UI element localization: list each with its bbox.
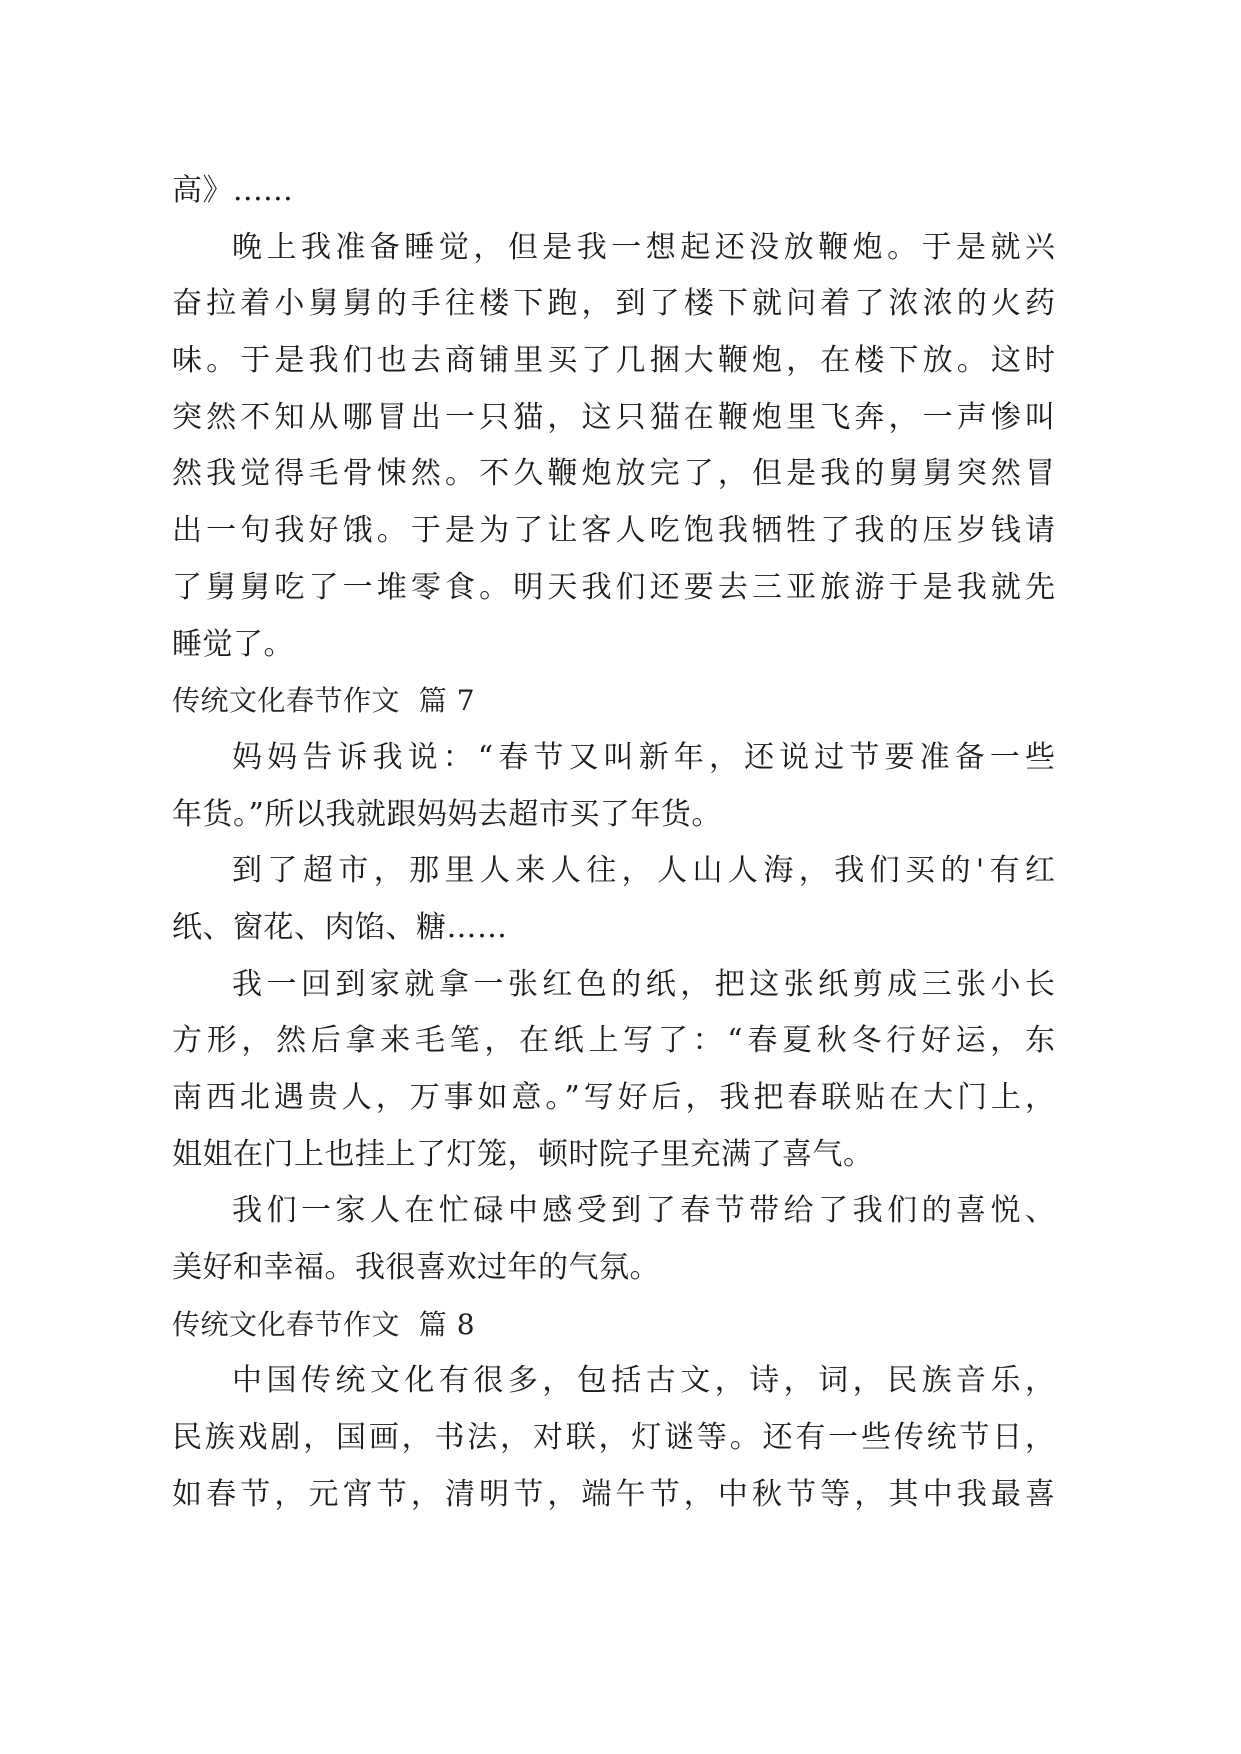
- document-page: [172, 163, 1055, 1524]
- text-line: 然我觉得毛骨悚然。不久鞭炮放完了，但是我的舅舅突然冒: [172, 456, 1055, 492]
- paragraph: [172, 1183, 1055, 1296]
- text-line: 出一句我好饿。于是为了让客人吃饱我牺牲了我的压岁钱请: [172, 513, 1055, 549]
- paragraph: [172, 163, 1055, 220]
- text-line: 如春节，元宵节，清明节，端午节，中秋节等，其中我最喜: [172, 1476, 1055, 1512]
- text-line: 姐姐在门上也挂上了灯笼，顿时院子里充满了喜气。: [172, 1136, 874, 1172]
- paragraph: [172, 730, 1055, 843]
- section-heading: 传统文化春节作文 篇 8: [172, 1307, 476, 1341]
- text-line: 突然不知从哪冒出一只猫，这只猫在鞭炮里飞奔，一声惨叫: [172, 399, 1055, 435]
- text-line: 妈妈告诉我说：“春节又叫新年，还说过节要准备一些: [232, 739, 1055, 775]
- text-line: 到了超市，那里人来人往，人山人海，我们买的'有红: [232, 853, 1055, 889]
- text-line: 我们一家人在忙碌中感受到了春节带给了我们的喜悦、: [232, 1193, 1055, 1229]
- text-line: 纸、窗花、肉馅、糖……: [172, 909, 508, 945]
- text-line: 晚上我准备睡觉，但是我一想起还没放鞭炮。于是就兴: [232, 229, 1055, 265]
- text-line: 奋拉着小舅舅的手往楼下跑，到了楼下就问着了浓浓的火药: [172, 286, 1055, 322]
- text-line: 我一回到家就拿一张红色的纸，把这张纸剪成三张小长: [232, 966, 1055, 1002]
- section-heading: 传统文化春节作文 篇 7: [172, 684, 476, 718]
- paragraph: [172, 220, 1055, 674]
- text-line: 高》......: [172, 173, 294, 208]
- text-line: 味。于是我们也去商铺里买了几捆大鞭炮，在楼下放。这时: [172, 343, 1055, 379]
- text-line: 年货。”所以我就跟妈妈去超市买了年货。: [172, 796, 722, 832]
- text-line: 睡觉了。: [172, 626, 294, 662]
- paragraph: [172, 1353, 1055, 1523]
- text-line: 民族戏剧，国画，书法，对联，灯谜等。还有一些传统节日，: [172, 1420, 1055, 1456]
- paragraph: [172, 843, 1055, 956]
- text-line: 了舅舅吃了一堆零食。明天我们还要去三亚旅游于是我就先: [172, 569, 1055, 605]
- text-line: 南西北遇贵人，万事如意。”写好后，我把春联贴在大门上，: [172, 1080, 1055, 1115]
- text-line: 方形，然后拿来毛笔，在纸上写了：“春夏秋冬行好运，东: [172, 1023, 1055, 1059]
- text-line: 中国传统文化有很多，包括古文，诗，词，民族音乐，: [232, 1363, 1055, 1399]
- text-line: 美好和幸福。我很喜欢过年的气氛。: [172, 1250, 660, 1286]
- paragraph: [172, 957, 1055, 1184]
